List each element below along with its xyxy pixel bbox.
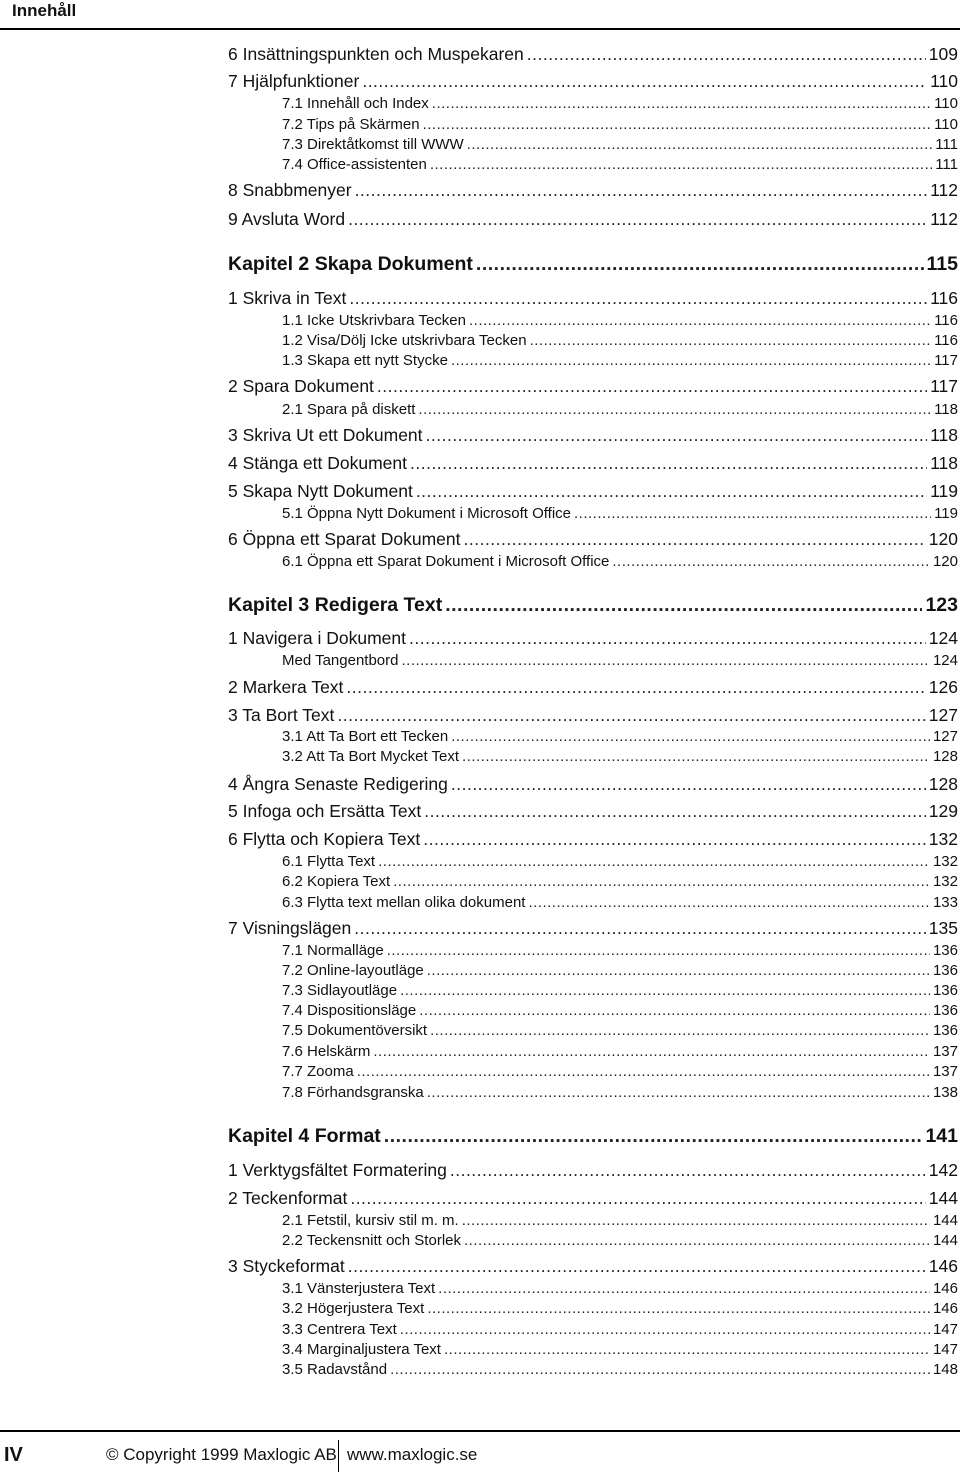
- toc-entry-page: 127: [928, 705, 958, 725]
- toc-entry-title: 6 Insättningspunkten och Muspekaren: [228, 44, 524, 64]
- toc-entry-page: 120: [928, 529, 958, 549]
- toc-entry[interactable]: [228, 504, 958, 523]
- copyright-text: © Copyright 1999 Maxlogic AB: [106, 1445, 337, 1464]
- toc-entry-title: 6.1 Öppna ett Sparat Dokument i Microsoft Office: [282, 552, 610, 570]
- toc-entry[interactable]: [228, 480, 958, 502]
- dot-leader: [451, 773, 926, 795]
- toc-entry-page: 118: [934, 400, 958, 418]
- dot-leader: [530, 331, 932, 350]
- dot-leader: [400, 1320, 930, 1339]
- toc-entry-title: 6 Flytta och Kopiera Text: [228, 829, 421, 849]
- toc-entry[interactable]: [228, 287, 958, 309]
- toc-entry[interactable]: [228, 208, 958, 230]
- toc-entry[interactable]: [228, 1187, 958, 1209]
- dot-leader: [476, 252, 924, 277]
- toc-entry[interactable]: [228, 727, 958, 746]
- toc-entry-title: 7.3 Direktåtkomst till WWW: [282, 135, 464, 153]
- toc-entry[interactable]: [228, 135, 958, 154]
- toc-entry-title: 2.1 Spara på diskett: [282, 400, 416, 418]
- toc-entry-page: 124: [928, 628, 958, 648]
- toc-entry-title: 7.1 Innehåll och Index: [282, 94, 429, 112]
- website-link[interactable]: www.maxlogic.se: [347, 1445, 478, 1464]
- toc-entry-title: 6 Öppna ett Sparat Dokument: [228, 529, 461, 549]
- toc-entry-title: 7 Visningslägen: [228, 918, 352, 938]
- dot-leader: [377, 375, 927, 397]
- toc-entry-page: 136: [932, 981, 958, 999]
- toc-entry[interactable]: [228, 1231, 958, 1250]
- toc-entry[interactable]: [228, 1360, 958, 1379]
- toc-entry[interactable]: [228, 1001, 958, 1020]
- toc-entry[interactable]: [228, 961, 958, 980]
- toc-entry-page: 128: [928, 774, 958, 794]
- toc-entry[interactable]: [228, 1042, 958, 1061]
- toc-entry-page: 109: [928, 44, 958, 64]
- dot-leader: [451, 351, 931, 370]
- toc-entry-title: 2 Markera Text: [228, 677, 344, 697]
- toc-entry-title: 2 Teckenformat: [228, 1188, 348, 1208]
- toc-entry-title: 7.8 Förhandsgranska: [282, 1083, 424, 1101]
- toc-entry-page: 116: [934, 311, 958, 329]
- dot-leader: [348, 208, 927, 230]
- toc-entry-title: 1 Navigera i Dokument: [228, 628, 406, 648]
- toc-entry[interactable]: [228, 1083, 958, 1102]
- toc-entry[interactable]: [228, 400, 958, 419]
- toc-entry-page: 132: [928, 829, 958, 849]
- toc-entry-page: 128: [932, 747, 958, 765]
- dot-leader: [451, 727, 930, 746]
- toc-entry-title: 6.2 Kopiera Text: [282, 872, 391, 890]
- dot-leader: [574, 504, 931, 523]
- toc-entry-title: 1.2 Visa/Dölj Icke utskrivbara Tecken: [282, 331, 527, 349]
- page-number: IV: [4, 1444, 23, 1466]
- dot-leader: [378, 852, 930, 871]
- toc-entry[interactable]: [228, 1299, 958, 1318]
- toc-entry-page: 146: [932, 1299, 958, 1317]
- dot-leader: [445, 593, 922, 618]
- toc-entry-title: 4 Stänga ett Dokument: [228, 453, 407, 473]
- toc-entry[interactable]: [228, 1021, 958, 1040]
- toc-entry[interactable]: [228, 1255, 958, 1277]
- toc-entry[interactable]: [228, 917, 958, 939]
- toc-entry[interactable]: [228, 179, 958, 201]
- dot-leader: [430, 1021, 930, 1040]
- toc-entry-title: 1 Verktygsfältet Formatering: [228, 1160, 447, 1180]
- toc-entry-page: 111: [935, 135, 958, 153]
- dot-leader: [423, 115, 932, 134]
- toc-entry-title: 7 Hjälpfunktioner: [228, 71, 360, 91]
- dot-leader: [354, 917, 926, 939]
- dot-leader: [450, 1159, 926, 1181]
- toc-entry-page: 138: [932, 1083, 958, 1101]
- toc-entry-page: 123: [925, 593, 958, 616]
- toc-entry[interactable]: [228, 747, 958, 766]
- dot-leader: [430, 155, 932, 174]
- toc-entry-title: 1 Skriva in Text: [228, 288, 347, 308]
- dot-leader: [464, 1231, 930, 1250]
- toc-entry[interactable]: [228, 528, 958, 550]
- dot-leader: [387, 941, 930, 960]
- toc-entry[interactable]: [228, 1159, 958, 1181]
- dot-leader: [462, 747, 930, 766]
- toc-entry-page: 147: [932, 1340, 958, 1358]
- toc-entry-page: 118: [930, 453, 958, 473]
- toc-entry-page: 110: [930, 71, 958, 91]
- toc-entry-page: 116: [930, 288, 958, 308]
- toc-chapter-entry[interactable]: [228, 593, 958, 618]
- dot-leader: [373, 1042, 930, 1061]
- dot-leader: [393, 872, 930, 891]
- toc-entry[interactable]: [228, 800, 958, 822]
- toc-entry-page: 136: [932, 1021, 958, 1039]
- dot-leader: [444, 1340, 930, 1359]
- toc-entry[interactable]: [228, 552, 958, 571]
- dot-leader: [427, 961, 930, 980]
- dot-leader: [390, 1360, 930, 1379]
- dot-leader: [424, 800, 926, 822]
- toc-entry-title: Kapitel 2 Skapa Dokument: [228, 252, 473, 275]
- dot-leader: [527, 43, 926, 65]
- toc-entry-page: 147: [932, 1320, 958, 1338]
- toc-entry-page: 126: [928, 677, 958, 697]
- toc-entry-page: 137: [932, 1062, 958, 1080]
- toc-entry-page: 146: [932, 1279, 958, 1297]
- toc-entry[interactable]: [228, 43, 958, 65]
- toc-entry-page: 141: [925, 1124, 958, 1147]
- dot-leader: [464, 528, 926, 550]
- toc-entry-title: 2 Spara Dokument: [228, 376, 374, 396]
- toc-entry-page: 110: [934, 115, 958, 133]
- dot-leader: [401, 651, 929, 670]
- toc-entry-page: 136: [932, 961, 958, 979]
- toc-entry-title: 6.3 Flytta text mellan olika dokument: [282, 893, 526, 911]
- toc-entry-title: Kapitel 4 Format: [228, 1124, 381, 1147]
- dot-leader: [346, 676, 925, 698]
- page-header: [0, 0, 960, 30]
- dot-leader: [409, 627, 926, 649]
- toc-entry-title: 7.6 Helskärm: [282, 1042, 371, 1060]
- toc-entry-page: 118: [930, 425, 958, 445]
- toc-entry[interactable]: [228, 1062, 958, 1081]
- toc-entry-page: 119: [930, 481, 958, 501]
- toc-entry-page: 112: [930, 209, 958, 229]
- toc-entry[interactable]: [228, 331, 958, 350]
- toc-entry-title: 3.2 Att Ta Bort Mycket Text: [282, 747, 460, 765]
- toc-entry-page: 124: [932, 651, 958, 669]
- toc-entry[interactable]: [228, 375, 958, 397]
- dot-leader: [400, 981, 930, 1000]
- toc-entry-title: 3 Skriva Ut ett Dokument: [228, 425, 423, 445]
- dot-leader: [348, 1255, 926, 1277]
- toc-entry-page: 110: [934, 94, 958, 112]
- toc-entry-title: 5.1 Öppna Nytt Dokument i Microsoft Office: [282, 504, 572, 522]
- toc-entry[interactable]: [228, 651, 958, 670]
- toc-entry-title: 6.1 Flytta Text: [282, 852, 376, 870]
- page-footer: [0, 1430, 960, 1476]
- toc-entry[interactable]: [228, 1211, 958, 1230]
- dot-leader: [410, 452, 927, 474]
- dot-leader: [337, 704, 925, 726]
- toc-entry-title: 1.1 Icke Utskrivbara Tecken: [282, 311, 466, 329]
- dot-leader: [438, 1279, 930, 1298]
- dot-leader: [418, 400, 931, 419]
- toc-entry[interactable]: [228, 351, 958, 370]
- toc-entry-page: 144: [932, 1231, 958, 1249]
- toc-entry-title: 5 Infoga och Ersätta Text: [228, 801, 422, 821]
- toc-entry-title: 7.4 Dispositionsläge: [282, 1001, 417, 1019]
- dot-leader: [349, 287, 927, 309]
- dot-leader: [427, 1083, 930, 1102]
- toc-entry-title: 7.3 Sidlayoutläge: [282, 981, 398, 999]
- toc-entry-page: 115: [926, 252, 958, 275]
- dot-leader: [419, 1001, 930, 1020]
- dot-leader: [467, 135, 933, 154]
- toc-entry-page: 135: [928, 918, 958, 938]
- toc-entry-title: 3 Styckeformat: [228, 1256, 345, 1276]
- toc-entry-title: 7.2 Online-layoutläge: [282, 961, 424, 979]
- toc-entry-title: 2.1 Fetstil, kursiv stil m. m.: [282, 1211, 459, 1229]
- toc-entry-title: 3.4 Marginaljustera Text: [282, 1340, 441, 1358]
- dot-leader: [528, 893, 930, 912]
- toc-entry-page: 144: [928, 1188, 958, 1208]
- toc-entry-title: 3.5 Radavstånd: [282, 1360, 388, 1378]
- header-title: Innehåll: [12, 1, 77, 20]
- toc-entry[interactable]: [228, 852, 958, 871]
- toc-entry[interactable]: [228, 1340, 958, 1359]
- toc-entry-title: Kapitel 3 Redigera Text: [228, 593, 443, 616]
- toc-entry[interactable]: [228, 828, 958, 850]
- toc-entry[interactable]: [228, 627, 958, 649]
- dot-leader: [350, 1187, 925, 1209]
- toc-entry[interactable]: [228, 452, 958, 474]
- toc-entry[interactable]: [228, 1279, 958, 1298]
- footer-divider: [338, 1440, 339, 1472]
- toc-entry-page: 127: [932, 727, 958, 745]
- dot-leader: [469, 311, 931, 330]
- toc-entry-title: 7.5 Dokumentöversikt: [282, 1021, 428, 1039]
- toc-entry-page: 148: [932, 1360, 958, 1378]
- toc-entry-page: 144: [932, 1211, 958, 1229]
- toc-entry-page: 112: [930, 180, 958, 200]
- toc-entry-page: 129: [928, 801, 958, 821]
- toc-entry[interactable]: [228, 704, 958, 726]
- toc-entry-page: 142: [928, 1160, 958, 1180]
- toc-entry-page: 133: [932, 893, 958, 911]
- toc-entry-title: 3.1 Vänsterjustera Text: [282, 1279, 436, 1297]
- dot-leader: [362, 70, 927, 92]
- dot-leader: [612, 552, 930, 571]
- toc-chapter-entry[interactable]: [228, 252, 958, 277]
- toc-entry[interactable]: [228, 155, 958, 174]
- toc-entry[interactable]: [228, 872, 958, 891]
- toc-entry[interactable]: [228, 981, 958, 1000]
- toc-entry-title: 7.2 Tips på Skärmen: [282, 115, 420, 133]
- toc-entry-page: 137: [932, 1042, 958, 1060]
- toc-entry[interactable]: [228, 676, 958, 698]
- toc-entry[interactable]: [228, 115, 958, 134]
- toc-entry[interactable]: [228, 70, 958, 92]
- dot-leader: [462, 1211, 930, 1230]
- toc-entry-title: 7.4 Office-assistenten: [282, 155, 427, 173]
- dot-leader: [432, 94, 931, 113]
- toc-entry[interactable]: [228, 941, 958, 960]
- footer-rule: [0, 1430, 960, 1432]
- toc-entry[interactable]: [228, 1320, 958, 1339]
- toc-entry-page: 117: [934, 351, 958, 369]
- dot-leader: [357, 1062, 930, 1081]
- toc-entry-title: 7.7 Zooma: [282, 1062, 354, 1080]
- toc-entry[interactable]: [228, 773, 958, 795]
- toc-entry[interactable]: [228, 94, 958, 113]
- toc-entry-title: 1.3 Skapa ett nytt Stycke: [282, 351, 448, 369]
- toc-chapter-entry[interactable]: [228, 1124, 958, 1149]
- dot-leader: [427, 1299, 930, 1318]
- toc-entry-page: 136: [932, 1001, 958, 1019]
- toc-entry[interactable]: [228, 424, 958, 446]
- toc-entry-title: 3.3 Centrera Text: [282, 1320, 397, 1338]
- dot-leader: [355, 179, 928, 201]
- toc-entry-page: 146: [928, 1256, 958, 1276]
- toc-entry-title: Med Tangentbord: [282, 651, 399, 669]
- toc-entry-title: 3 Ta Bort Text: [228, 705, 335, 725]
- toc-entry-title: 9 Avsluta Word: [228, 209, 346, 229]
- toc-entry-title: 8 Snabbmenyer: [228, 180, 352, 200]
- dot-leader: [384, 1124, 923, 1149]
- toc-entry[interactable]: [228, 311, 958, 330]
- dot-leader: [416, 480, 927, 502]
- toc-entry-page: 132: [932, 872, 958, 890]
- toc-entry-title: 7.1 Normalläge: [282, 941, 384, 959]
- toc-entry[interactable]: [228, 893, 958, 912]
- toc-entry-title: 4 Ångra Senaste Redigering: [228, 774, 448, 794]
- dot-leader: [423, 828, 926, 850]
- toc-entry-title: 3.1 Att Ta Bort ett Tecken: [282, 727, 449, 745]
- toc-entry-page: 117: [930, 376, 958, 396]
- toc-entry-page: 136: [932, 941, 958, 959]
- toc-entry-page: 132: [932, 852, 958, 870]
- toc-entry-page: 116: [934, 331, 958, 349]
- toc-entry-page: 119: [934, 504, 958, 522]
- toc-entry-page: 120: [932, 552, 958, 570]
- toc-entry-title: 5 Skapa Nytt Dokument: [228, 481, 413, 501]
- toc-entry-title: 2.2 Teckensnitt och Storlek: [282, 1231, 461, 1249]
- dot-leader: [426, 424, 928, 446]
- toc-entry-page: 111: [935, 155, 958, 173]
- toc-entry-title: 3.2 Högerjustera Text: [282, 1299, 425, 1317]
